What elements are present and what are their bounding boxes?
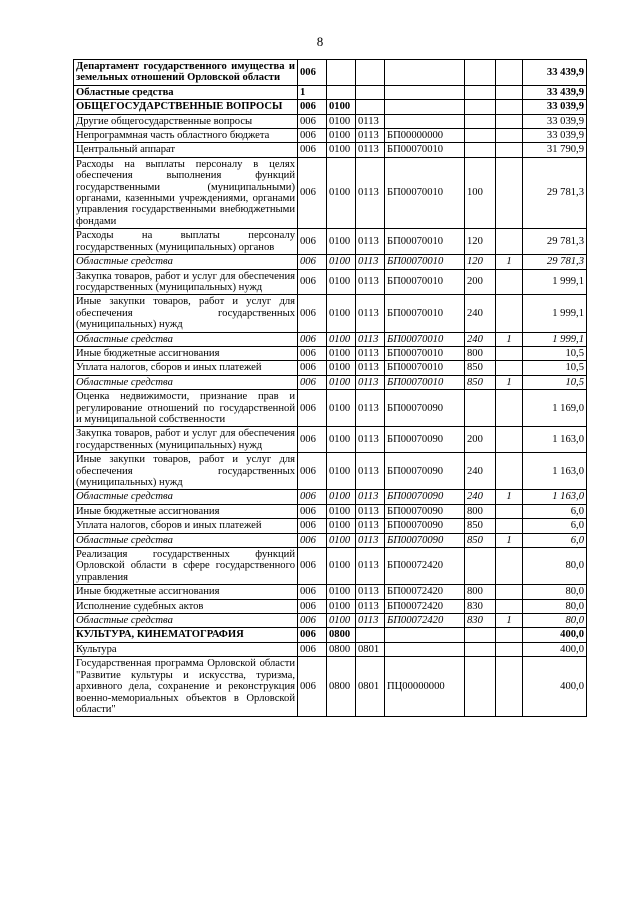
cell-section: 0100 (327, 548, 356, 585)
cell-section: 0100 (327, 295, 356, 332)
cell-ved: 006 (298, 157, 327, 228)
cell-amount: 80,0 (523, 585, 587, 599)
cell-section: 0100 (327, 427, 356, 453)
cell-target-article: БП00070090 (385, 519, 465, 533)
cell-name: Культура (74, 642, 298, 656)
cell-ved: 006 (298, 504, 327, 518)
cell-name: Закупка товаров, работ и услуг для обеспечения государственных (муниципальных) нужд (74, 427, 298, 453)
cell-ved: 006 (298, 332, 327, 346)
table-row (74, 585, 587, 599)
table-row (74, 642, 587, 656)
cell-funding-source (496, 60, 523, 86)
cell-section: 0100 (327, 519, 356, 533)
cell-subsection: 0113 (356, 614, 385, 628)
cell-subsection (356, 60, 385, 86)
cell-amount: 33 039,9 (523, 114, 587, 128)
page-number: 8 (316, 34, 324, 49)
cell-ved: 006 (298, 361, 327, 375)
cell-name: Исполнение судебных актов (74, 599, 298, 613)
cell-expense-type (465, 85, 496, 99)
cell-funding-source: 1 (496, 533, 523, 547)
cell-section (327, 85, 356, 99)
cell-subsection: 0113 (356, 143, 385, 157)
cell-amount: 6,0 (523, 533, 587, 547)
cell-target-article: БП00000000 (385, 129, 465, 143)
table-row (74, 129, 587, 143)
cell-section: 0800 (327, 657, 356, 717)
cell-name: Реализация государственных функций Орловской области в сфере государственного управления (74, 548, 298, 585)
cell-subsection: 0801 (356, 642, 385, 656)
cell-subsection: 0801 (356, 657, 385, 717)
cell-amount: 29 781,3 (523, 157, 587, 228)
cell-amount: 31 790,9 (523, 143, 587, 157)
cell-subsection: 0113 (356, 129, 385, 143)
cell-section: 0800 (327, 642, 356, 656)
cell-expense-type (465, 642, 496, 656)
cell-section: 0100 (327, 490, 356, 504)
cell-expense-type: 830 (465, 599, 496, 613)
cell-subsection: 0113 (356, 332, 385, 346)
cell-target-article: БП00070010 (385, 295, 465, 332)
cell-amount: 80,0 (523, 614, 587, 628)
cell-section (327, 60, 356, 86)
cell-subsection: 0113 (356, 490, 385, 504)
cell-name: ОБЩЕГОСУДАРСТВЕННЫЕ ВОПРОСЫ (74, 100, 298, 114)
cell-funding-source (496, 269, 523, 295)
table-row (74, 114, 587, 128)
cell-ved: 006 (298, 642, 327, 656)
cell-section: 0100 (327, 157, 356, 228)
cell-amount: 10,5 (523, 361, 587, 375)
table-row (74, 100, 587, 114)
table-row (74, 490, 587, 504)
cell-funding-source: 1 (496, 332, 523, 346)
cell-ved: 006 (298, 60, 327, 86)
cell-funding-source (496, 129, 523, 143)
cell-amount: 400,0 (523, 628, 587, 642)
cell-section: 0100 (327, 114, 356, 128)
cell-subsection: 0113 (356, 504, 385, 518)
cell-funding-source (496, 114, 523, 128)
cell-funding-source (496, 657, 523, 717)
cell-amount: 33 039,9 (523, 129, 587, 143)
cell-section: 0100 (327, 533, 356, 547)
cell-section: 0100 (327, 361, 356, 375)
cell-subsection: 0113 (356, 114, 385, 128)
cell-name: Центральный аппарат (74, 143, 298, 157)
cell-ved: 006 (298, 269, 327, 295)
cell-ved: 006 (298, 375, 327, 389)
cell-ved: 006 (298, 390, 327, 427)
cell-section: 0100 (327, 255, 356, 269)
cell-expense-type: 200 (465, 269, 496, 295)
cell-amount: 1 999,1 (523, 332, 587, 346)
cell-name: Иные бюджетные ассигнования (74, 346, 298, 360)
cell-funding-source (496, 295, 523, 332)
cell-expense-type: 240 (465, 490, 496, 504)
cell-subsection: 0113 (356, 255, 385, 269)
cell-name: Областные средства (74, 490, 298, 504)
cell-name: Иные закупки товаров, работ и услуг для обеспечения государственных (муниципальных) нужд (74, 453, 298, 490)
cell-expense-type: 800 (465, 504, 496, 518)
cell-target-article (385, 642, 465, 656)
cell-section: 0100 (327, 453, 356, 490)
cell-section: 0100 (327, 346, 356, 360)
table-row (74, 157, 587, 228)
cell-name: Областные средства (74, 375, 298, 389)
cell-subsection (356, 100, 385, 114)
cell-ved: 006 (298, 143, 327, 157)
cell-amount: 29 781,3 (523, 255, 587, 269)
cell-target-article: БП00070010 (385, 375, 465, 389)
cell-expense-type (465, 143, 496, 157)
cell-expense-type: 200 (465, 427, 496, 453)
table-row (74, 599, 587, 613)
cell-expense-type (465, 60, 496, 86)
cell-funding-source (496, 519, 523, 533)
cell-amount: 400,0 (523, 657, 587, 717)
table-row (74, 533, 587, 547)
cell-target-article: БП00070010 (385, 157, 465, 228)
cell-funding-source (496, 361, 523, 375)
cell-target-article: БП00072420 (385, 548, 465, 585)
cell-ved: 006 (298, 628, 327, 642)
cell-target-article: БП00070010 (385, 346, 465, 360)
cell-amount: 29 781,3 (523, 229, 587, 255)
cell-ved: 006 (298, 657, 327, 717)
cell-target-article: БП00070010 (385, 143, 465, 157)
cell-expense-type: 240 (465, 453, 496, 490)
cell-target-article (385, 85, 465, 99)
cell-name: Закупка товаров, работ и услуг для обеспечения государственных (муниципальных) нужд (74, 269, 298, 295)
cell-ved: 006 (298, 533, 327, 547)
cell-expense-type: 120 (465, 255, 496, 269)
cell-section: 0800 (327, 628, 356, 642)
cell-amount: 80,0 (523, 599, 587, 613)
cell-target-article: БП00072420 (385, 614, 465, 628)
cell-section: 0100 (327, 585, 356, 599)
cell-funding-source: 1 (496, 490, 523, 504)
cell-ved: 006 (298, 599, 327, 613)
cell-section: 0100 (327, 269, 356, 295)
cell-name: Департамент государственного имущества и земельных отношений Орловской области (74, 60, 298, 86)
cell-expense-type (465, 657, 496, 717)
cell-subsection: 0113 (356, 390, 385, 427)
cell-name: Иные закупки товаров, работ и услуг для обеспечения государственных (муниципальных) нужд (74, 295, 298, 332)
cell-target-article: БП00070090 (385, 490, 465, 504)
cell-expense-type (465, 628, 496, 642)
cell-funding-source (496, 427, 523, 453)
table-row (74, 229, 587, 255)
cell-subsection (356, 628, 385, 642)
table-row (74, 548, 587, 585)
cell-expense-type: 240 (465, 332, 496, 346)
cell-name: Областные средства (74, 255, 298, 269)
cell-funding-source (496, 548, 523, 585)
cell-target-article (385, 114, 465, 128)
cell-target-article: БП00072420 (385, 585, 465, 599)
cell-target-article: БП00070090 (385, 453, 465, 490)
table-row (74, 614, 587, 628)
cell-funding-source (496, 453, 523, 490)
cell-name: Расходы на выплаты персоналу в целях обеспечения выполнения функций государственными (муниципальными) органами, казенными учреждениями, органами управления государственными внебюджетными фондами (74, 157, 298, 228)
cell-amount: 6,0 (523, 504, 587, 518)
cell-subsection: 0113 (356, 585, 385, 599)
cell-subsection: 0113 (356, 453, 385, 490)
cell-funding-source (496, 100, 523, 114)
cell-ved: 006 (298, 346, 327, 360)
cell-section: 0100 (327, 614, 356, 628)
cell-ved: 006 (298, 100, 327, 114)
cell-expense-type (465, 100, 496, 114)
table-row (74, 375, 587, 389)
cell-expense-type: 240 (465, 295, 496, 332)
cell-subsection: 0113 (356, 157, 385, 228)
cell-ved: 1 (298, 85, 327, 99)
cell-target-article: БП00070010 (385, 229, 465, 255)
cell-amount: 33 439,9 (523, 85, 587, 99)
cell-funding-source (496, 346, 523, 360)
cell-name: Непрограммная часть областного бюджета (74, 129, 298, 143)
cell-funding-source (496, 157, 523, 228)
cell-subsection: 0113 (356, 519, 385, 533)
cell-subsection: 0113 (356, 427, 385, 453)
table-row (74, 657, 587, 717)
cell-section: 0100 (327, 332, 356, 346)
table-row (74, 295, 587, 332)
cell-ved: 006 (298, 585, 327, 599)
cell-expense-type: 830 (465, 614, 496, 628)
cell-funding-source (496, 85, 523, 99)
cell-ved: 006 (298, 295, 327, 332)
cell-funding-source: 1 (496, 614, 523, 628)
cell-target-article (385, 628, 465, 642)
cell-target-article (385, 100, 465, 114)
cell-name: Областные средства (74, 614, 298, 628)
cell-target-article: БП00070010 (385, 332, 465, 346)
cell-name: Иные бюджетные ассигнования (74, 504, 298, 518)
cell-name: Областные средства (74, 332, 298, 346)
cell-subsection: 0113 (356, 599, 385, 613)
cell-ved: 006 (298, 255, 327, 269)
cell-expense-type: 120 (465, 229, 496, 255)
cell-target-article (385, 60, 465, 86)
cell-expense-type: 850 (465, 375, 496, 389)
cell-section: 0100 (327, 129, 356, 143)
cell-expense-type (465, 114, 496, 128)
cell-amount: 1 163,0 (523, 490, 587, 504)
table-row (74, 143, 587, 157)
cell-target-article: БП00070010 (385, 361, 465, 375)
cell-target-article: БП00070010 (385, 269, 465, 295)
cell-ved: 006 (298, 490, 327, 504)
cell-section: 0100 (327, 375, 356, 389)
cell-ved: 006 (298, 129, 327, 143)
cell-expense-type (465, 129, 496, 143)
cell-expense-type: 800 (465, 346, 496, 360)
table-row (74, 60, 587, 86)
cell-target-article: БП00070090 (385, 533, 465, 547)
cell-expense-type: 850 (465, 519, 496, 533)
cell-target-article: БП00072420 (385, 599, 465, 613)
cell-subsection: 0113 (356, 533, 385, 547)
cell-ved: 006 (298, 519, 327, 533)
cell-expense-type: 800 (465, 585, 496, 599)
cell-name: Областные средства (74, 533, 298, 547)
table-row (74, 361, 587, 375)
cell-target-article: БП00070090 (385, 504, 465, 518)
budget-table-body (74, 60, 587, 717)
table-row (74, 255, 587, 269)
cell-expense-type: 100 (465, 157, 496, 228)
cell-target-article: ПЦ00000000 (385, 657, 465, 717)
cell-funding-source: 1 (496, 375, 523, 389)
cell-section: 0100 (327, 599, 356, 613)
cell-funding-source (496, 504, 523, 518)
cell-amount: 33 039,9 (523, 100, 587, 114)
cell-amount: 400,0 (523, 642, 587, 656)
budget-table (73, 59, 587, 717)
table-row (74, 628, 587, 642)
cell-target-article: БП00070090 (385, 390, 465, 427)
cell-name: Оценка недвижимости, признание прав и регулирование отношений по государственной и муниципальной собственности (74, 390, 298, 427)
cell-funding-source (496, 585, 523, 599)
table-row (74, 390, 587, 427)
cell-name: Иные бюджетные ассигнования (74, 585, 298, 599)
cell-amount: 80,0 (523, 548, 587, 585)
cell-ved: 006 (298, 548, 327, 585)
cell-amount: 1 999,1 (523, 295, 587, 332)
cell-section: 0100 (327, 390, 356, 427)
cell-amount: 1 163,0 (523, 427, 587, 453)
cell-expense-type (465, 390, 496, 427)
cell-name: Государственная программа Орловской области "Развитие культуры и искусства, туризма, архивного дела, сохранение и реконструкция военно-мемориальных объектов в Орловской области" (74, 657, 298, 717)
cell-funding-source (496, 229, 523, 255)
cell-name: Уплата налогов, сборов и иных платежей (74, 519, 298, 533)
cell-name: Другие общегосударственные вопросы (74, 114, 298, 128)
cell-subsection: 0113 (356, 269, 385, 295)
cell-amount: 33 439,9 (523, 60, 587, 86)
table-row (74, 427, 587, 453)
table-row (74, 453, 587, 490)
cell-section: 0100 (327, 143, 356, 157)
cell-subsection: 0113 (356, 346, 385, 360)
cell-funding-source (496, 642, 523, 656)
cell-name: Уплата налогов, сборов и иных платежей (74, 361, 298, 375)
table-row (74, 504, 587, 518)
cell-name: Расходы на выплаты персоналу государственных (муниципальных) органов (74, 229, 298, 255)
cell-expense-type (465, 548, 496, 585)
cell-expense-type: 850 (465, 361, 496, 375)
cell-target-article: БП00070010 (385, 255, 465, 269)
cell-amount: 10,5 (523, 346, 587, 360)
cell-amount: 10,5 (523, 375, 587, 389)
cell-section: 0100 (327, 229, 356, 255)
cell-subsection: 0113 (356, 229, 385, 255)
cell-section: 0100 (327, 504, 356, 518)
cell-subsection: 0113 (356, 361, 385, 375)
cell-name: КУЛЬТУРА, КИНЕМАТОГРАФИЯ (74, 628, 298, 642)
cell-target-article: БП00070090 (385, 427, 465, 453)
cell-amount: 1 999,1 (523, 269, 587, 295)
cell-funding-source (496, 390, 523, 427)
cell-section: 0100 (327, 100, 356, 114)
cell-funding-source (496, 599, 523, 613)
cell-funding-source (496, 143, 523, 157)
cell-amount: 6,0 (523, 519, 587, 533)
cell-subsection: 0113 (356, 548, 385, 585)
cell-expense-type: 850 (465, 533, 496, 547)
cell-funding-source: 1 (496, 255, 523, 269)
cell-subsection: 0113 (356, 295, 385, 332)
cell-ved: 006 (298, 114, 327, 128)
cell-subsection: 0113 (356, 375, 385, 389)
cell-name: Областные средства (74, 85, 298, 99)
cell-amount: 1 163,0 (523, 453, 587, 490)
table-row (74, 346, 587, 360)
table-row (74, 332, 587, 346)
cell-ved: 006 (298, 453, 327, 490)
table-row (74, 269, 587, 295)
cell-ved: 006 (298, 427, 327, 453)
cell-funding-source (496, 628, 523, 642)
cell-ved: 006 (298, 229, 327, 255)
cell-ved: 006 (298, 614, 327, 628)
cell-subsection (356, 85, 385, 99)
cell-amount: 1 169,0 (523, 390, 587, 427)
table-row (74, 519, 587, 533)
table-row (74, 85, 587, 99)
